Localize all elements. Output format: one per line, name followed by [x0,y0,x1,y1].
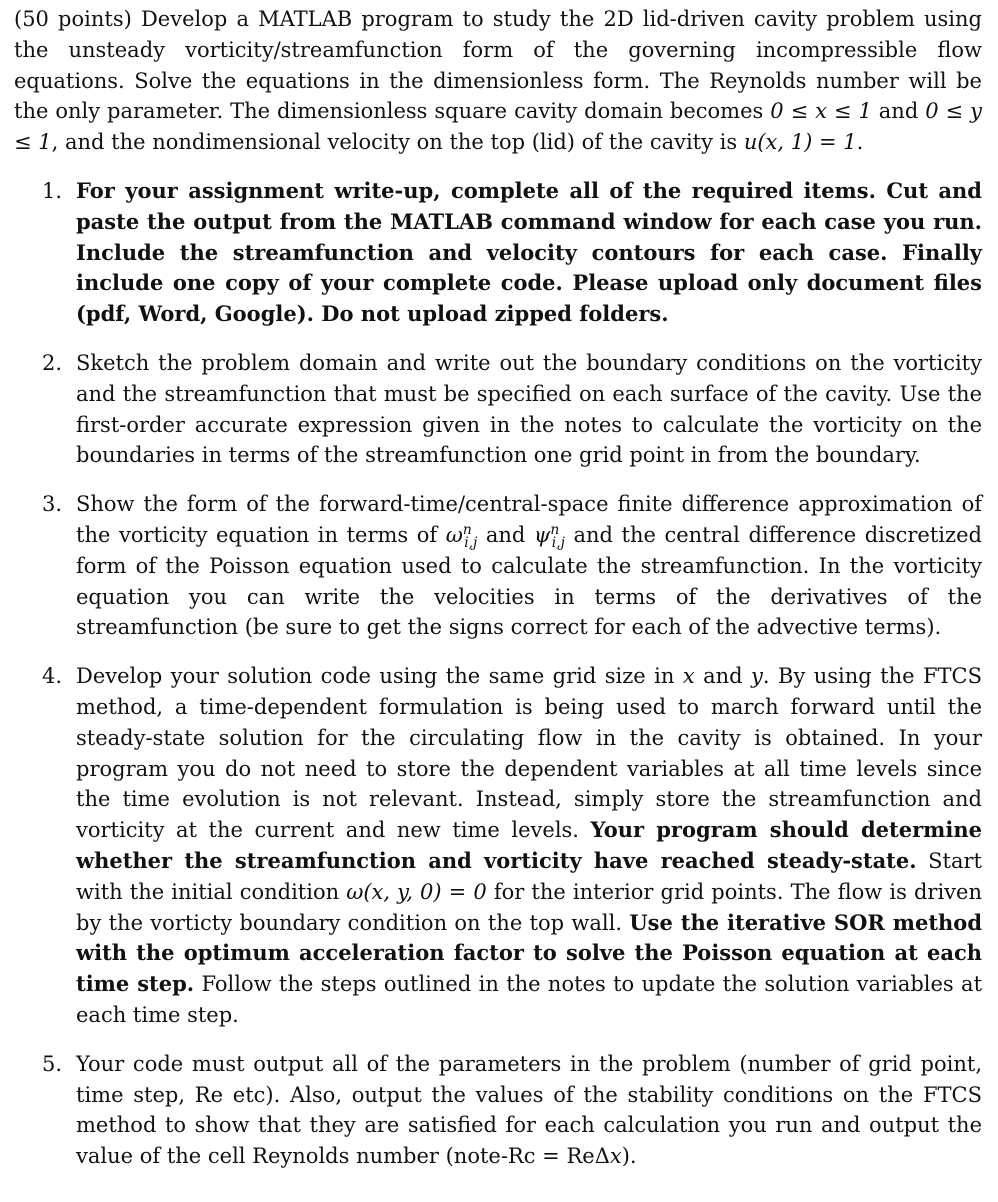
task-item-5 [14,1049,982,1172]
task-list [14,176,982,1172]
task-item-1 [14,176,982,330]
task-text: Develop your solution code using the same grid size in [76,664,675,689]
cell-reynolds-expression: ReΔ [566,1144,610,1169]
task-number: 5. [42,1051,63,1076]
task-item-2 [14,348,982,471]
intro-and: and [878,99,919,124]
y-variable: y [751,664,763,689]
boundary-driven-text: for the interior grid points. The flow is driven by the vorticty boundary condition on the top wall. [76,879,982,935]
domain-x-inequality: 0 ≤ x ≤ 1 [770,99,872,124]
lid-velocity-condition: u(x, 1) = 1 [743,130,857,155]
task-number: 3. [42,492,63,517]
task-and: and [703,664,743,689]
streamfunction-symbol: $\psi^n_{i,j}$ [533,521,565,552]
task-item-3 [14,489,982,643]
task-text: For your assignment write-up, complete all of the required items. Cut and paste the output from the MATLAB command window for each case you run. Include the streamfunction and velocity contours for each case. Finally include one copy of your complete code. Please upload only document files (pdf, Word, Google). Do not upload zipped folders. [76,177,982,327]
initial-condition: ω(x, y, 0) = 0 [346,879,487,904]
intro-text: (50 points) Develop a MATLAB program to study the 2D lid-driven cavity problem using the unsteady vorticity/streamfunction form of the governing incompressible flow equations. Solve the equations in the dimensionless form. The Reynolds number will be the only parameter. The dimensionless square cavity domain becomes [14,7,982,124]
task-number: 2. [42,350,63,375]
task-and: and [485,522,526,547]
steady-state-requirement: Your program should determine whether the streamfunction and vorticity have reached steady-state. [76,817,982,873]
sor-method-requirement: Use the iterative SOR method with the optimum acceleration factor to solve the Poisson equation at each time step. [76,909,982,997]
task-item-4 [14,661,982,1031]
domain-y-inequality: 0 ≤ y ≤ 1 [14,99,982,155]
dx-variable: x [609,1144,622,1169]
x-variable: x [682,664,695,689]
task-text-continued: and the central difference discretized form of the Poisson equation used to calculate the streamfunction. In the vorticity equation you can write the velocities in terms of the derivatives of the streamfunction (be sure to get the signs correct for each of the advective terms). [76,522,982,640]
task-text-end: ). [621,1144,637,1169]
update-steps-text: Follow the steps outlined in the notes to update the solution variables at each time step. [76,972,983,1027]
task-text-continued: . By using the FTCS method, a time-dependent formulation is being used to march forward until the steady-state solution for the circulating flow in the cavity is obtained. In your program you do not need to store the dependent variables at all time levels since the time evolution is not relevant. Instead, simply store the streamfunction and vorticity at the current and new time levels. [76,664,982,843]
vorticity-symbol: $\omega^n_{i,j}$ [445,521,478,552]
problem-intro [14,4,982,158]
task-number: 1. [42,178,63,203]
initial-condition-text: Start with the initial condition [76,848,982,904]
task-number: 4. [42,664,63,689]
task-text: Show the form of the forward-time/central-space finite difference approximation of the vorticity equation in terms of [76,492,982,547]
assignment-document [14,4,982,1190]
task-text: Your code must output all of the parameters in the problem (number of grid point, time step, Re etc). Also, output the values of the stability conditions on the FTCS method to show that they are satisfied for each calculation you run and output the value of the cell Reynolds number (note-Rc = [76,1051,982,1169]
intro-end: . [856,130,864,155]
task-text: Sketch the problem domain and write out the boundary conditions on the vorticity and the streamfunction that must be specified on each surface of the cavity. Use the first-order accurate expression given in the notes to calculate the vorticity on the boundaries in terms of the streamfunction one grid point in from the boundary. [76,350,982,468]
intro-lid-text: , and the nondimensional velocity on the top (lid) of the cavity is [51,130,738,155]
